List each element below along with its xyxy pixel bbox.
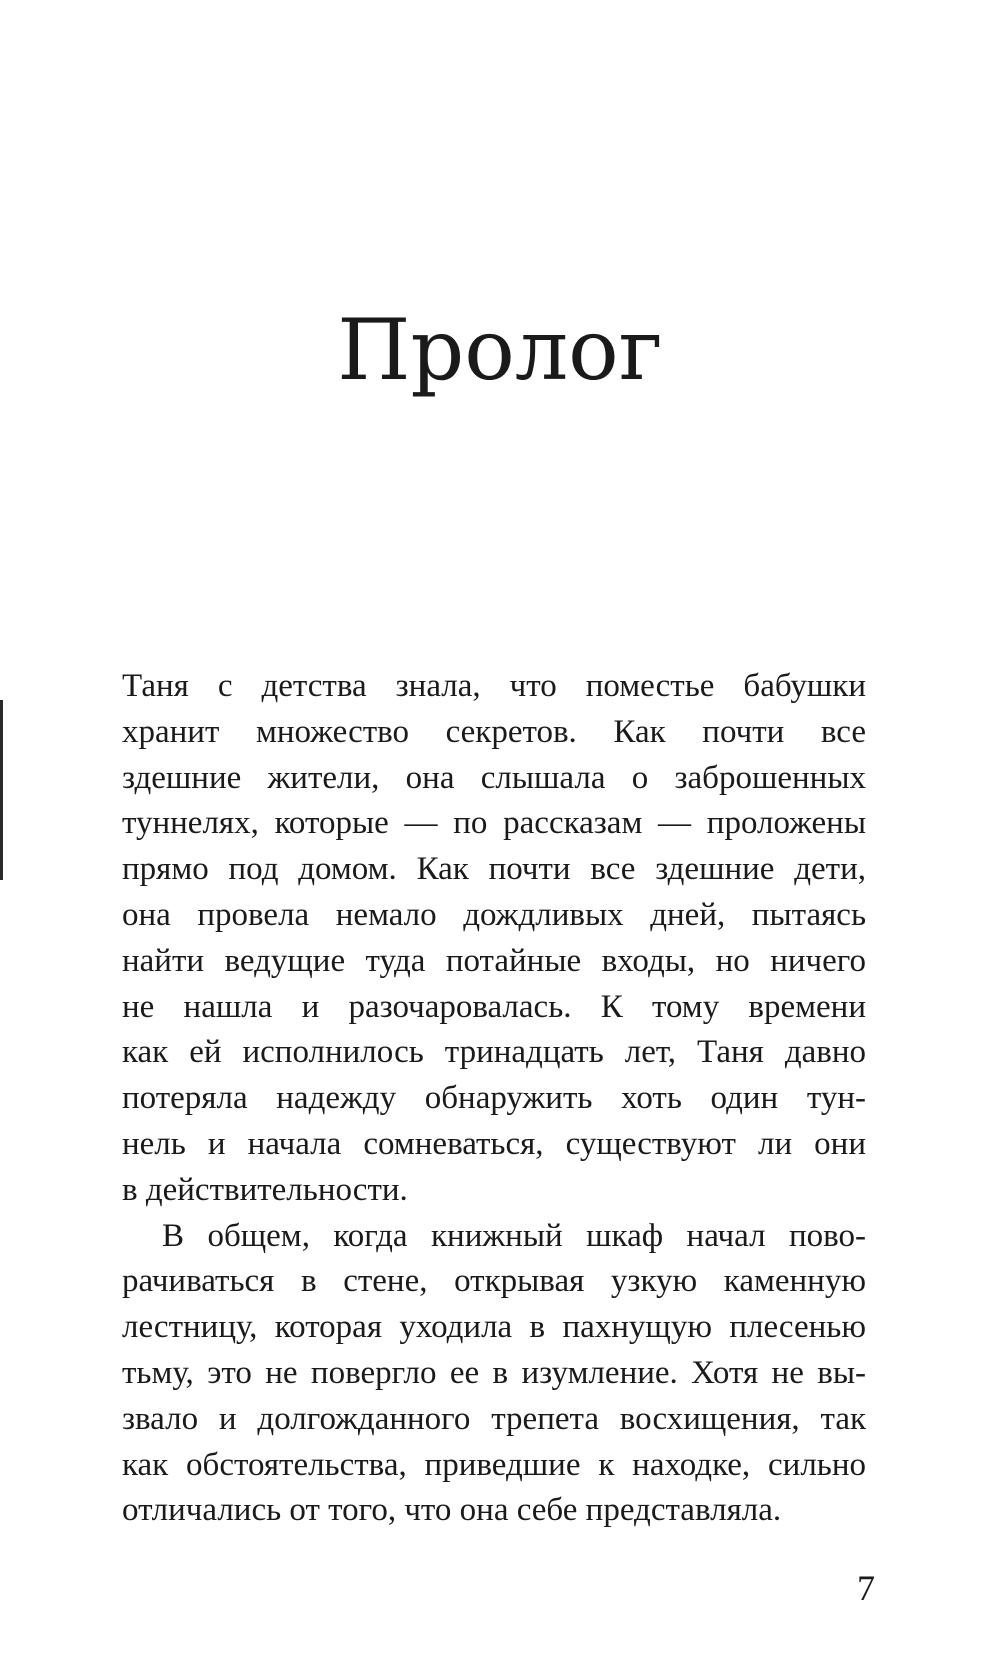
text-line: рачиваться в стене, открывая узкую каменную xyxy=(122,1263,866,1300)
text-line: звало и долгожданного трепета восхищения, так xyxy=(122,1400,866,1437)
text-line: лестницу, которая уходила в пахнущую плесенью xyxy=(122,1309,866,1346)
text-line: тьму, это не повергло ее в изумление. Хотя не вы- xyxy=(122,1354,866,1391)
text-line: она провела немало дождливых дней, пытаясь xyxy=(122,896,866,933)
text-line: не нашла и разочаровалась. К тому времени xyxy=(122,988,866,1025)
text-line: отличались от того, что она себе представляла. xyxy=(122,1492,782,1529)
text-line: Таня с детства знала, что поместье бабушки xyxy=(122,668,866,704)
text-line: потеряла надежду обнаружить хоть один тун- xyxy=(122,1080,866,1117)
page-number: 7 xyxy=(857,1568,875,1608)
text-line: здешние жители, она слышала о заброшенных xyxy=(122,759,866,796)
text-line: нель и начала сомневаться, существуют ли они xyxy=(122,1125,866,1162)
text-line: как ей исполнилось тринадцать лет, Таня давно xyxy=(122,1034,866,1071)
body-text xyxy=(122,664,866,1534)
paragraph-2 xyxy=(122,1214,866,1535)
chapter-title: Пролог xyxy=(337,301,663,399)
text-line: хранит множество секретов. Как почти все xyxy=(122,713,866,750)
text-line: в действительности. xyxy=(122,1171,408,1208)
text-line: найти ведущие туда потайные входы, но ничего xyxy=(122,942,866,979)
margin-edge-mark xyxy=(0,700,3,880)
text-line: как обстоятельства, приведшие к находке, сильно xyxy=(122,1446,866,1483)
text-line: В общем, когда книжный шкаф начал пово- xyxy=(162,1217,866,1254)
text-line: туннелях, которые — по рассказам — проложены xyxy=(122,805,866,842)
text-line: прямо под домом. Как почти все здешние дети, xyxy=(122,851,866,888)
paragraph-1 xyxy=(122,664,866,1214)
